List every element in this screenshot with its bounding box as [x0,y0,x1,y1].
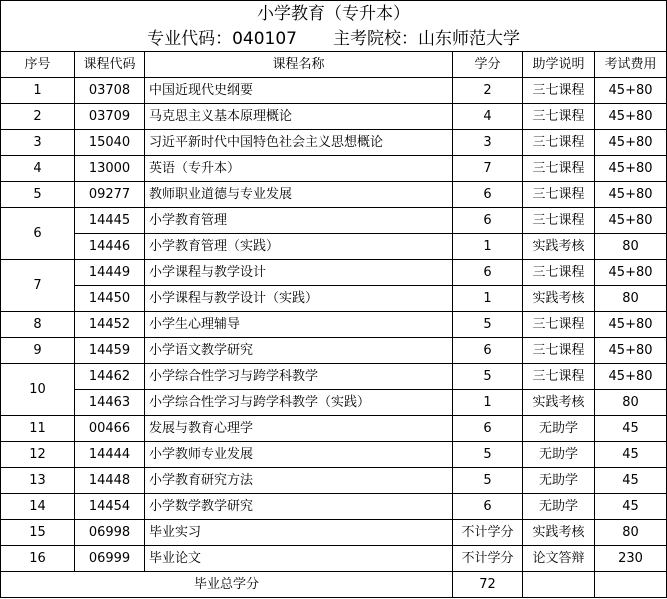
cell-seq: 7 [1,260,75,312]
cell-fee: 45+80 [595,312,667,338]
cell-code: 14445 [75,208,145,234]
cell-code: 14459 [75,338,145,364]
cell-aid: 实践考核 [523,520,595,546]
header-code: 课程代码 [75,52,145,78]
cell-seq: 5 [1,182,75,208]
cell-code: 14444 [75,442,145,468]
cell-name: 教师职业道德与专业发展 [145,182,453,208]
cell-aid: 三七课程 [523,130,595,156]
major-code: 040107 [232,29,297,49]
title-row [1,1,667,28]
cell-credit: 6 [453,494,523,520]
footer-empty-aid [523,572,595,598]
cell-fee: 45+80 [595,182,667,208]
cell-credit: 6 [453,182,523,208]
cell-credit: 3 [453,130,523,156]
cell-seq: 12 [1,442,75,468]
cell-code: 06998 [75,520,145,546]
cell-name: 小学课程与教学设计 [145,260,453,286]
cell-aid: 三七课程 [523,104,595,130]
cell-aid: 无助学 [523,416,595,442]
subtitle [1,27,667,52]
cell-code: 03709 [75,104,145,130]
cell-code: 00466 [75,416,145,442]
cell-credit: 6 [453,416,523,442]
cell-fee: 45 [595,494,667,520]
school-name: 山东师范大学 [417,29,520,49]
cell-credit: 2 [453,78,523,104]
cell-code: 03708 [75,78,145,104]
cell-aid: 三七课程 [523,364,595,390]
cell-seq: 14 [1,494,75,520]
cell-name: 毕业论文 [145,546,453,572]
cell-fee: 230 [595,546,667,572]
cell-credit: 1 [453,390,523,416]
table-row [1,260,667,286]
cell-credit: 6 [453,338,523,364]
cell-seq: 1 [1,78,75,104]
cell-fee: 45+80 [595,208,667,234]
cell-credit: 不计学分 [453,520,523,546]
cell-fee: 45 [595,416,667,442]
table-row [1,390,667,416]
cell-aid: 三七课程 [523,338,595,364]
cell-fee: 45 [595,468,667,494]
cell-seq: 10 [1,364,75,416]
cell-fee: 45+80 [595,156,667,182]
cell-aid: 三七课程 [523,260,595,286]
cell-code: 14446 [75,234,145,260]
table-row [1,104,667,130]
table-row [1,156,667,182]
table-row [1,182,667,208]
cell-code: 14463 [75,390,145,416]
cell-fee: 45+80 [595,364,667,390]
cell-seq: 6 [1,208,75,260]
cell-name: 小学教育管理（实践） [145,234,453,260]
cell-name: 马克思主义基本原理概论 [145,104,453,130]
cell-name: 小学数学教学研究 [145,494,453,520]
cell-credit: 1 [453,286,523,312]
cell-credit: 1 [453,234,523,260]
header-seq: 序号 [1,52,75,78]
cell-fee: 80 [595,234,667,260]
cell-aid: 三七课程 [523,182,595,208]
cell-aid: 论文答辩 [523,546,595,572]
table-row [1,208,667,234]
cell-aid: 无助学 [523,442,595,468]
cell-seq: 3 [1,130,75,156]
cell-fee: 45+80 [595,78,667,104]
cell-name: 小学综合性学习与跨学科教学 [145,364,453,390]
cell-seq: 4 [1,156,75,182]
table-row [1,364,667,390]
subtitle-row [1,27,667,52]
cell-name: 小学教育管理 [145,208,453,234]
cell-code: 14462 [75,364,145,390]
cell-name: 发展与教育心理学 [145,416,453,442]
cell-aid: 三七课程 [523,78,595,104]
cell-credit: 不计学分 [453,546,523,572]
table-row [1,546,667,572]
cell-fee: 45+80 [595,338,667,364]
cell-code: 14450 [75,286,145,312]
header-fee: 考试费用 [595,52,667,78]
cell-fee: 45+80 [595,104,667,130]
cell-seq: 9 [1,338,75,364]
cell-fee: 80 [595,520,667,546]
table-row [1,520,667,546]
cell-fee: 45 [595,442,667,468]
cell-seq: 2 [1,104,75,130]
header-name: 课程名称 [145,52,453,78]
footer-row [1,572,667,598]
cell-seq: 13 [1,468,75,494]
cell-code: 14448 [75,468,145,494]
cell-code: 14454 [75,494,145,520]
cell-code: 14452 [75,312,145,338]
cell-seq: 11 [1,416,75,442]
cell-fee: 45+80 [595,130,667,156]
page-title: 小学教育（专升本） [1,1,667,28]
cell-credit: 5 [453,364,523,390]
table-row [1,130,667,156]
cell-code: 06999 [75,546,145,572]
major-code-label: 专业代码： [147,29,233,49]
cell-name: 小学语文教学研究 [145,338,453,364]
cell-aid: 无助学 [523,494,595,520]
table-row [1,494,667,520]
cell-aid: 三七课程 [523,156,595,182]
table-row [1,312,667,338]
table-row [1,286,667,312]
footer-empty-fee [595,572,667,598]
table-row [1,234,667,260]
header-aid: 助学说明 [523,52,595,78]
cell-aid: 无助学 [523,468,595,494]
cell-code: 09277 [75,182,145,208]
cell-seq: 16 [1,546,75,572]
cell-credit: 5 [453,442,523,468]
cell-code: 13000 [75,156,145,182]
cell-credit: 4 [453,104,523,130]
cell-aid: 实践考核 [523,390,595,416]
school-label: 主考院校： [332,29,418,49]
cell-aid: 三七课程 [523,208,595,234]
cell-fee: 45+80 [595,260,667,286]
total-credits-label: 毕业总学分 [1,572,453,598]
cell-aid: 实践考核 [523,234,595,260]
cell-credit: 5 [453,312,523,338]
cell-name: 小学教育研究方法 [145,468,453,494]
cell-name: 毕业实习 [145,520,453,546]
cell-code: 15040 [75,130,145,156]
cell-name: 习近平新时代中国特色社会主义思想概论 [145,130,453,156]
header-credit: 学分 [453,52,523,78]
header-row [1,52,667,78]
table-row [1,78,667,104]
cell-fee: 80 [595,286,667,312]
total-credits-value: 72 [453,572,523,598]
cell-credit: 5 [453,468,523,494]
table-row [1,468,667,494]
cell-name: 小学课程与教学设计（实践） [145,286,453,312]
cell-name: 中国近现代史纲要 [145,78,453,104]
cell-seq: 8 [1,312,75,338]
table-row [1,442,667,468]
table-row [1,338,667,364]
cell-fee: 80 [595,390,667,416]
cell-name: 英语（专升本） [145,156,453,182]
table-row [1,416,667,442]
cell-name: 小学教师专业发展 [145,442,453,468]
cell-code: 14449 [75,260,145,286]
cell-seq: 15 [1,520,75,546]
cell-aid: 实践考核 [523,286,595,312]
cell-credit: 6 [453,260,523,286]
cell-aid: 三七课程 [523,312,595,338]
cell-name: 小学综合性学习与跨学科教学（实践） [145,390,453,416]
cell-name: 小学生心理辅导 [145,312,453,338]
cell-credit: 7 [453,156,523,182]
cell-credit: 6 [453,208,523,234]
